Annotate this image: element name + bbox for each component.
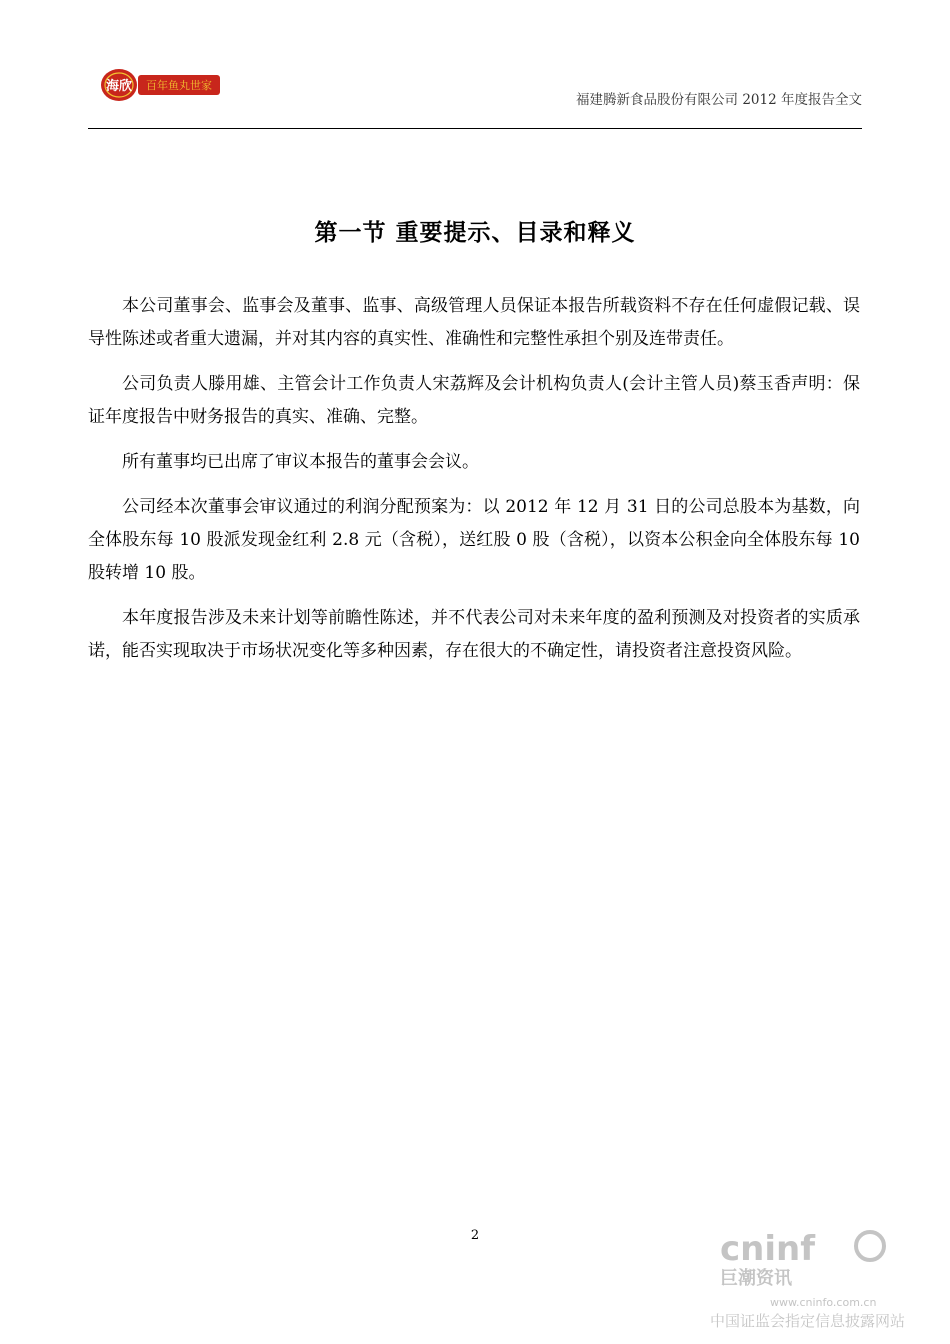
watermark-url: www.cninfo.com.cn <box>770 1296 877 1309</box>
paragraph-responsibility: 本公司董事会、监事会及董事、监事、高级管理人员保证本报告所载资料不存在任何虚假记载、误导性陈述或者重大遗漏，并对其内容的真实性、准确性和完整性承担个别及连带责任。 <box>88 296 860 349</box>
document-header-title: 福建腾新食品股份有限公司 2012 年度报告全文 <box>576 92 862 108</box>
watermark-brand: cninf <box>720 1229 816 1269</box>
main-content <box>88 290 860 680</box>
cninfo-watermark <box>710 1222 910 1332</box>
watermark-brand-cn: 巨潮资讯 <box>720 1268 792 1289</box>
logo-slogan: 百年鱼丸世家 <box>146 79 212 92</box>
company-logo <box>100 66 222 104</box>
paragraph-declaration: 公司负责人滕用雄、主管会计工作负责人宋荔辉及会计机构负责人(会计主管人员)蔡玉香声明：保证年度报告中财务报告的真实、准确、完整。 <box>88 374 860 427</box>
paragraph-profit-distribution: 公司经本次董事会审议通过的利润分配预案为：以 2012 年 12 月 31 日的公司总股本为基数，向全体股东每 10 股派发现金红利 2.8 元（含税），送红股 0 股（含税），以资本公积金向全体股东每 10 股转增 10 股。 <box>88 497 860 583</box>
watermark-tagline: 中国证监会指定信息披露网站 <box>710 1312 906 1330</box>
paragraph-attendance: 所有董事均已出席了审议本报告的董事会会议。 <box>122 452 479 472</box>
paragraph-risk-warning: 本年度报告涉及未来计划等前瞻性陈述，并不代表公司对未来年度的盈利预测及对投资者的实质承诺，能否实现取决于市场状况变化等多种因素，存在很大的不确定性，请投资者注意投资风险。 <box>88 608 860 661</box>
header-divider <box>88 128 862 129</box>
logo-text: 海欣 <box>105 79 133 94</box>
section-title: 第一节 重要提示、目录和释义 <box>314 220 636 246</box>
watermark-swirl-icon <box>856 1232 884 1260</box>
page-number: 2 <box>470 1228 480 1243</box>
